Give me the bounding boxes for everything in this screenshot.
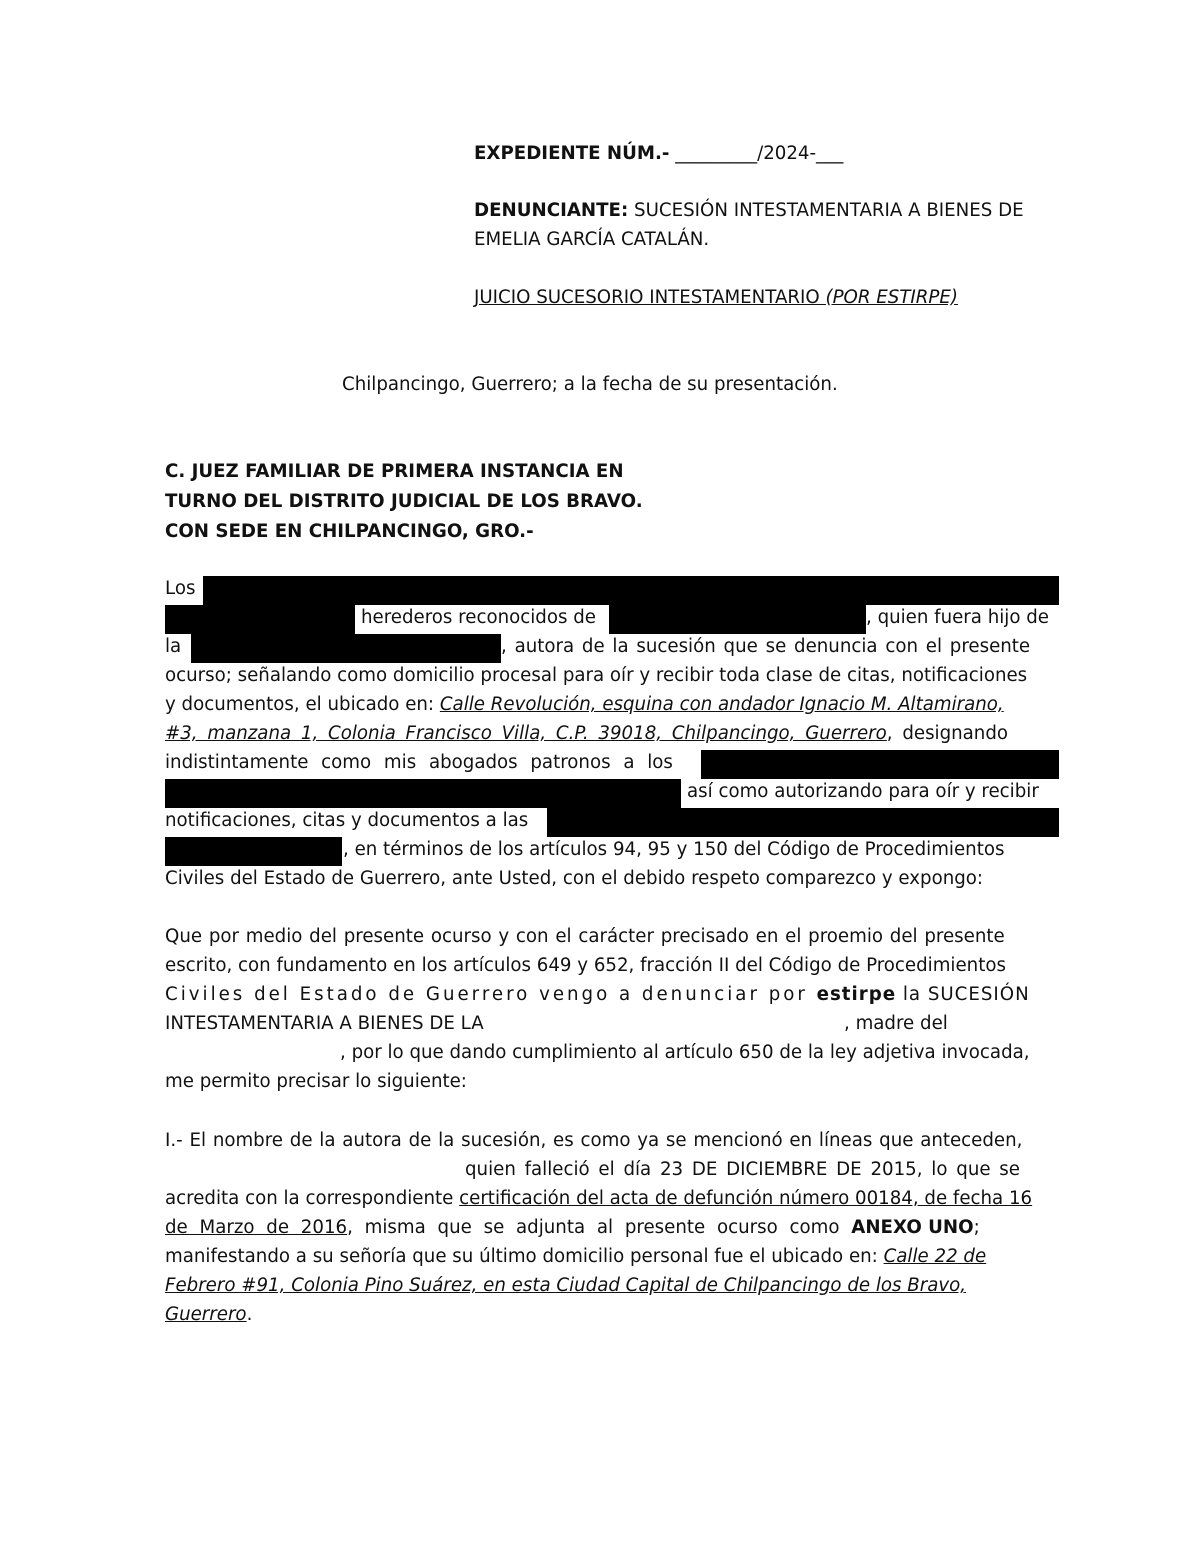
p3-line-5 [165, 1246, 986, 1267]
redaction-bar [191, 634, 501, 663]
p1-line-11: Civiles del Estado de Guerrero, ante Usted, con el debido respeto comparezco y expongo: [165, 868, 984, 889]
procedural-address-2: #3, manzana 1, Colonia Francisco Villa, C.P. 39018, Chilpancingo, Guerrero [165, 723, 887, 744]
p1-line-5 [165, 694, 1004, 715]
p2-line-3a: Civiles del Estado de Guerrero vengo a denunciar por [165, 984, 817, 1005]
p1-line-1: Los [165, 578, 196, 599]
p3-line-4d: ; [973, 1217, 980, 1238]
p3-line-5a: manifestando a su señoría que su último domicilio personal fue el ubicado en: [165, 1246, 884, 1267]
last-address-2: Febrero #91, Colonia Pino Suárez, en esta Ciudad Capital de Chilpancingo de los Bravo, [165, 1275, 967, 1296]
redaction-bar [701, 750, 1059, 779]
p1-line-7: indistintamente como mis abogados patronos a los [165, 752, 673, 773]
redaction-bar [165, 779, 681, 808]
addressee-line-3: CON SEDE EN CHILPANCINGO, GRO.- [165, 521, 534, 542]
p1-line-6 [165, 723, 1008, 744]
redaction-bar [609, 605, 866, 634]
p3-line-3 [165, 1188, 1032, 1209]
p3-line-4 [165, 1217, 980, 1238]
p2-line-3c: la SUCESIÓN [896, 984, 1030, 1005]
p1-line-2a: herederos reconocidos de [361, 607, 596, 628]
case-suffix-blank: ___ [816, 143, 844, 164]
redaction-bar [203, 576, 1059, 605]
p3-line-7 [165, 1304, 252, 1325]
p2-line-3 [165, 984, 1030, 1005]
trial-type-italic: (POR ESTIRPE) [825, 287, 958, 308]
redaction-bar [165, 837, 342, 866]
certificate-date: de Marzo de 2016 [165, 1217, 348, 1238]
p2-line-4b: , madre del [844, 1013, 948, 1034]
complainant-line-1 [474, 200, 1024, 221]
death-certificate: certificación del acta de defunción número 00184, de fecha 16 [459, 1188, 1033, 1209]
last-address-1: Calle 22 de [883, 1246, 987, 1267]
case-year: /2024- [757, 143, 817, 164]
redaction-bar [165, 605, 355, 634]
complainant-value-1: SUCESIÓN INTESTAMENTARIA A BIENES DE [634, 200, 1024, 221]
procedural-address-1: Calle Revolución, esquina con andador Ignacio M. Altamirano, [439, 694, 1004, 715]
p1-line-9: notificaciones, citas y documentos a las [165, 810, 529, 831]
trial-type [474, 287, 958, 308]
p3-line-4b: , misma que se adjunta al presente ocurso como [347, 1217, 852, 1238]
p3-line-1: I.- El nombre de la autora de la sucesión, es como ya se mencionó en líneas que anteceden, [165, 1130, 1023, 1151]
p2-line-5: , por lo que dando cumplimiento al artículo 650 de la ley adjetiva invocada, [340, 1042, 1030, 1063]
p1-line-8: así como autorizando para oír y recibir [687, 781, 1039, 802]
p2-line-2: escrito, con fundamento en los artículos 649 y 652, fracción II del Código de Procedimientos [165, 955, 1006, 976]
trial-type-text: JUICIO SUCESORIO INTESTAMENTARIO [474, 287, 826, 308]
annex-one: ANEXO UNO [851, 1217, 974, 1238]
complainant-line-2: EMELIA GARCÍA CATALÁN. [474, 229, 710, 250]
addressee-line-2: TURNO DEL DISTRITO JUDICIAL DE LOS BRAVO. [165, 491, 643, 512]
case-number-line [474, 143, 843, 164]
p3-line-2: quien falleció el día 23 DE DICIEMBRE DE 2015, lo que se [465, 1159, 1020, 1180]
p1-line-5a: y documentos, el ubicado en: [165, 694, 440, 715]
p1-line-3a: la [165, 636, 182, 657]
case-number-blank: _________ [675, 143, 758, 164]
p2-line-1: Que por medio del presente ocurso y con el carácter precisado en el proemio del presente [165, 926, 1005, 947]
redaction-bar [547, 808, 1059, 837]
p1-line-6b: , designando [886, 723, 1009, 744]
p1-line-4: ocurso; señalando como domicilio procesal para oír y recibir toda clase de citas, notificaciones [165, 665, 1028, 686]
p1-line-2b: , quien fuera hijo de [866, 607, 1049, 628]
p3-line-3a: acredita con la correspondiente [165, 1188, 460, 1209]
p3-line-7b: . [246, 1304, 253, 1325]
p2-line-4a: INTESTAMENTARIA A BIENES DE LA [165, 1013, 484, 1034]
place-date: Chilpancingo, Guerrero; a la fecha de su presentación. [342, 374, 838, 395]
p2-estirpe: estirpe [816, 984, 897, 1005]
complainant-label: DENUNCIANTE: [474, 200, 629, 221]
addressee-line-1: C. JUEZ FAMILIAR DE PRIMERA INSTANCIA EN [165, 461, 624, 482]
last-address-3: Guerrero [165, 1304, 247, 1325]
p1-line-10: , en términos de los artículos 94, 95 y 150 del Código de Procedimientos [343, 839, 1005, 860]
p1-line-3b: , autora de la sucesión que se denuncia con el presente [501, 636, 1031, 657]
p2-line-6: me permito precisar lo siguiente: [165, 1071, 467, 1092]
case-number-label: EXPEDIENTE NÚM.- [474, 143, 670, 164]
